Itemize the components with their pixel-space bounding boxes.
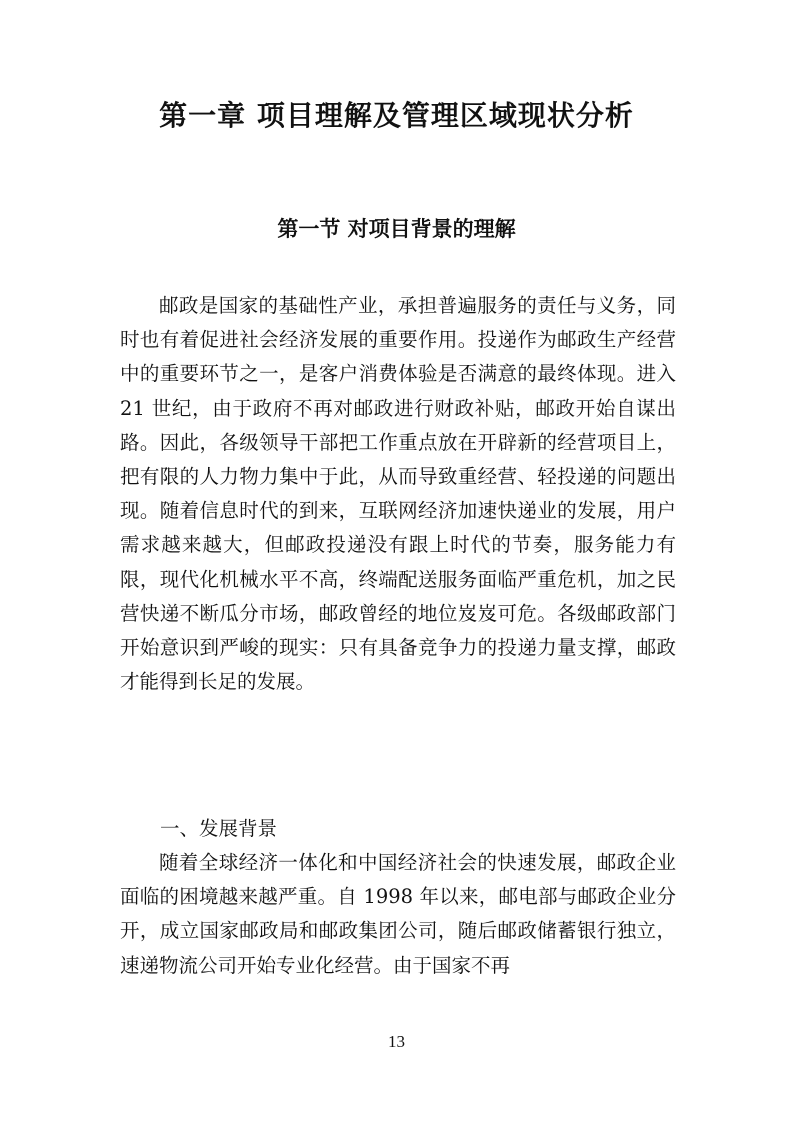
subheading-development-background: 一、发展背景 [160, 817, 278, 840]
page-number: 13 [388, 1032, 405, 1051]
body-paragraph-1: 邮政是国家的基础性产业，承担普遍服务的责任与义务，同时也有着促进社会经济发展的重要作用。投递作为邮政生产经营中的重要环节之一，是客户消费体验是否满意的最终体现。进入 21 世纪，由于政府不再对邮政进行财政补贴，邮政开始自谋出路。因此，各级领导干部把工作重点放在开辟新的经营项目上，把有限的人力物力集中于此，从而导致重经营、轻投递的问题出现。随着信息时代的到来，互联网经济加速快递业的发展，用户需求越来越大，但邮政投递没有跟上时代的节奏，服务能力有限，现代化机械水平不高，终端配送服务面临严重危机，加之民营快递不断瓜分市场，邮政曾经的地位岌岌可危。各级邮政部门开始意识到严峻的现实：只有具备竞争力的投递力量支撑，邮政才能得到长足的发展。 [120, 294, 676, 694]
chapter-title: 第一章 项目理解及管理区域现状分析 [159, 99, 634, 132]
body-paragraph-2: 随着全球经济一体化和中国经济社会的快速发展，邮政企业面临的困境越来越严重。自 1998 年以来，邮电部与邮政企业分开，成立国家邮政局和邮政集团公司，随后邮政储蓄银行独立，速递物流公司开始专业化经营。由于国家不再 [120, 851, 676, 977]
section-title: 第一节 对项目背景的理解 [277, 217, 516, 241]
